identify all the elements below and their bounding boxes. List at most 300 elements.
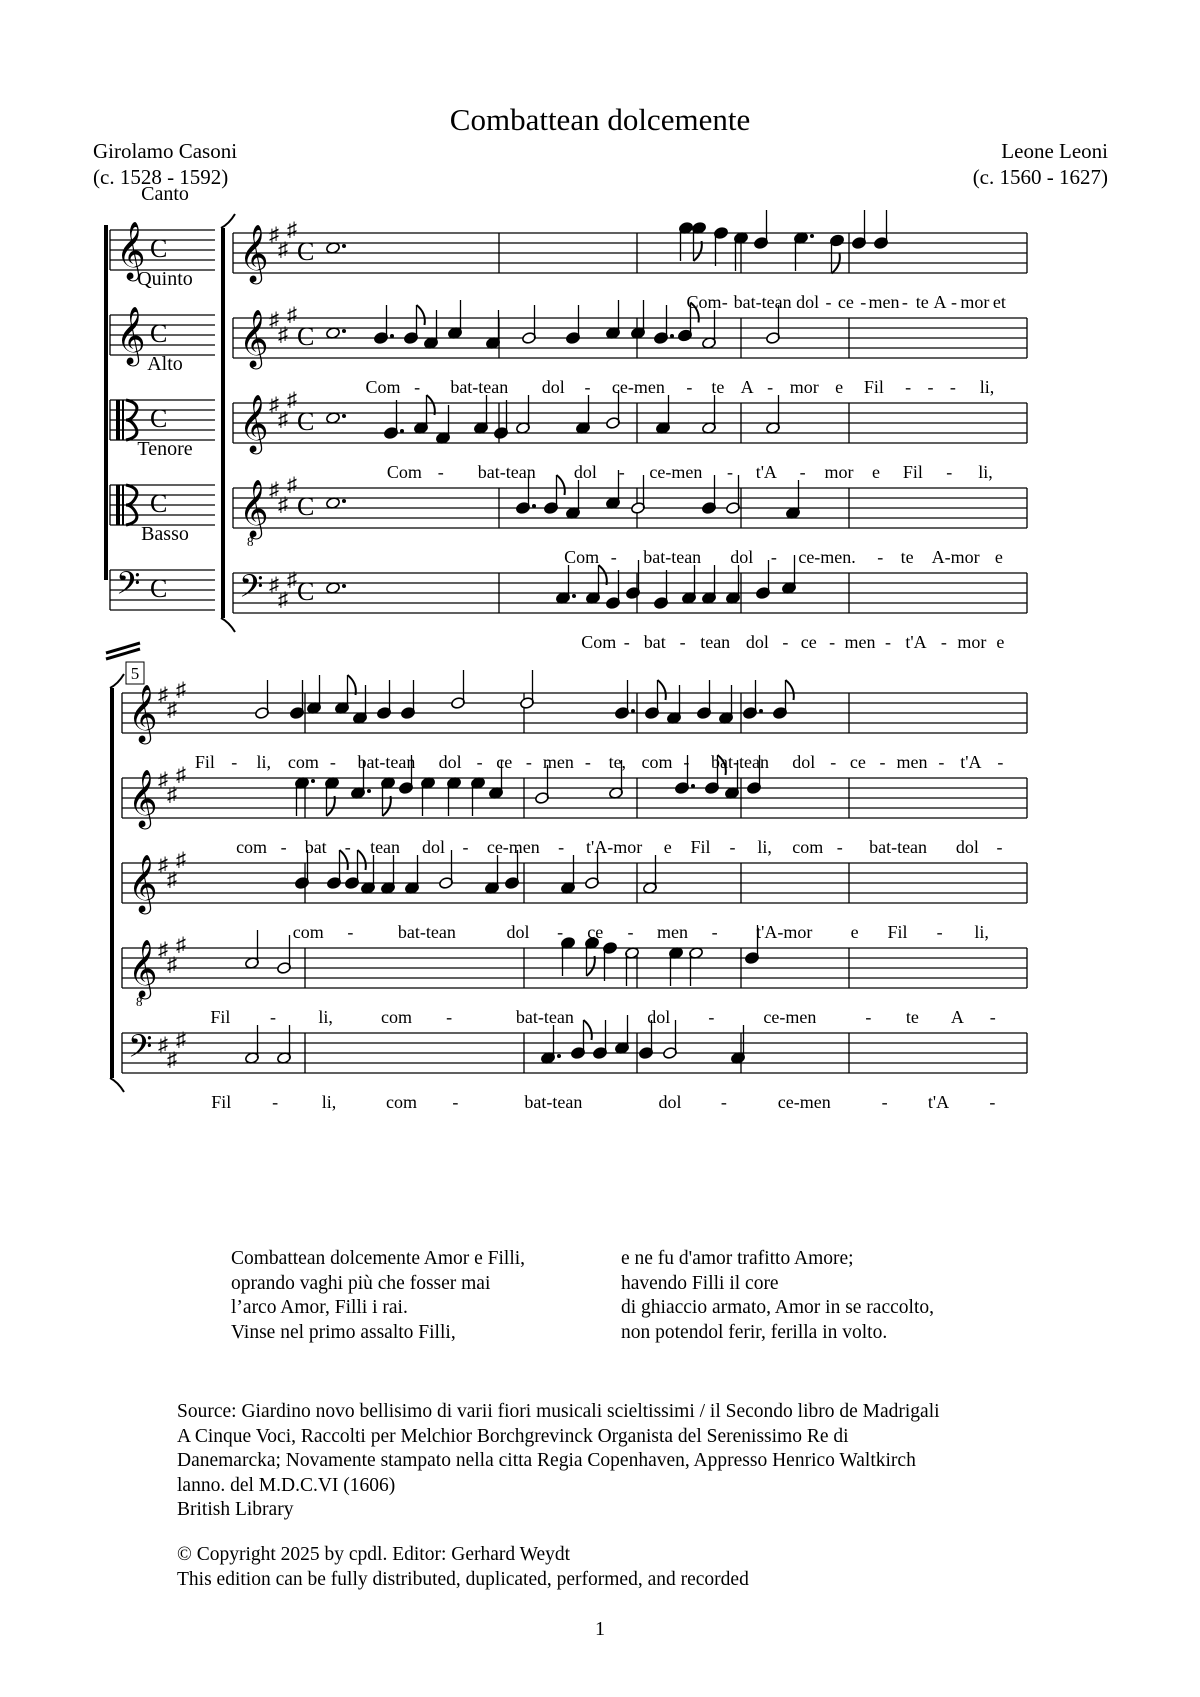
- bracket-hook: [221, 214, 235, 228]
- augmentation-dot: [400, 429, 404, 433]
- note: [766, 395, 781, 434]
- lyric-syllable: t'A-mor: [756, 922, 813, 942]
- source-line: Danemarcka; Novamente stampato nella citta Regia Copenhaven, Appresso Henrico Waltkirch: [177, 1450, 916, 1471]
- lyric-syllable: men: [896, 752, 928, 772]
- lyric-syllable: -: [949, 377, 956, 397]
- lyric-syllable: dol: [438, 752, 462, 772]
- lyric-syllable: -: [683, 752, 690, 772]
- common-time-icon: C: [297, 492, 315, 521]
- sharp-icon: ♯: [278, 324, 288, 346]
- lyric-syllable: -: [618, 462, 625, 482]
- lyric-syllable: -: [437, 462, 444, 482]
- note: [451, 670, 466, 709]
- lyric-syllable: e: [871, 462, 880, 482]
- treble-clef-icon: 𝄞: [239, 225, 269, 281]
- note-flag: [587, 956, 595, 976]
- lyric-syllable: -: [558, 837, 565, 857]
- lyric-syllable: dol: [745, 632, 769, 652]
- lyric-syllable: -: [989, 1092, 996, 1112]
- clef-bar: [122, 485, 124, 525]
- lyric-syllable: com: [381, 1007, 413, 1027]
- lyric-syllable: -: [938, 752, 945, 772]
- score-title: Combattean dolcemente: [449, 102, 751, 137]
- note: [593, 1020, 608, 1059]
- lyric-syllable: com: [287, 752, 319, 772]
- augmentation-dot: [572, 594, 576, 598]
- lyric-syllable: -: [686, 377, 693, 397]
- lyric-syllable: dol: [541, 377, 565, 397]
- lyric-syllable: ce-men.: [798, 547, 856, 567]
- lyric-syllable: com: [792, 837, 824, 857]
- note-flag: [417, 305, 425, 325]
- lyric-syllable: e: [996, 632, 1005, 652]
- treble-clef-icon: 𝄞: [239, 480, 269, 536]
- lyric-syllable: te: [905, 1007, 919, 1027]
- lyric-syllable: dol: [658, 1092, 682, 1112]
- lyric-syllable: A-mor: [931, 547, 980, 567]
- note: [494, 400, 509, 439]
- clef-bar: [116, 485, 120, 525]
- voice-label-tenore: Tenore: [137, 438, 193, 460]
- sharp-icon: ♯: [287, 219, 297, 241]
- lyric-syllable: -: [936, 922, 943, 942]
- bass-clef-icon: 𝄢: [116, 567, 141, 609]
- note: [585, 937, 600, 976]
- note-flag: [786, 680, 794, 700]
- voice-label-basso: Basso: [141, 523, 189, 545]
- augmentation-dot: [810, 234, 814, 238]
- sharp-icon: ♯: [158, 684, 168, 706]
- sharp-icon: ♯: [176, 1029, 186, 1051]
- sharp-icon: ♯: [269, 224, 279, 246]
- lyric-syllable: t'A: [960, 752, 982, 772]
- note: [486, 310, 501, 349]
- note: [414, 395, 435, 434]
- sharp-icon: ♯: [167, 954, 177, 976]
- note: [424, 310, 439, 349]
- lyric-syllable: e: [663, 837, 672, 857]
- poem-right-column: [621, 1247, 934, 1345]
- note: [586, 565, 607, 604]
- note: [689, 947, 704, 986]
- lyric-syllable: -: [347, 922, 354, 942]
- lyric-syllable: te: [711, 377, 725, 397]
- sharp-icon: ♯: [176, 679, 186, 701]
- note: [631, 300, 646, 339]
- lyric-syllable: dol: [792, 752, 816, 772]
- note-flag: [348, 675, 356, 695]
- note: [436, 405, 451, 444]
- lyric-syllable: bat-tean: [397, 922, 456, 942]
- note: [654, 305, 669, 344]
- augmentation-dot: [342, 499, 346, 503]
- lyric-syllable: Fil: [690, 837, 711, 857]
- note: [756, 560, 771, 599]
- treble-clef-icon: 𝄞: [128, 770, 158, 826]
- lyric-syllable: e: [850, 922, 859, 942]
- augmentation-dot: [691, 784, 695, 788]
- augmentation-dot: [367, 789, 371, 793]
- note: [485, 855, 500, 894]
- lyric-syllable: bat-tean: [450, 377, 509, 397]
- source-line: Source: Giardino novo bellisimo di varii fiori musicali scieltissimi / il Secondo libro de Madrigali: [177, 1401, 940, 1422]
- note: [448, 300, 463, 339]
- lyric-syllable: -: [836, 837, 843, 857]
- lyric-syllable: ce-men: [611, 377, 665, 397]
- lyric-syllable: te: [915, 292, 929, 312]
- note: [245, 1025, 260, 1064]
- lyric-syllable: A: [740, 377, 754, 397]
- poem-line: Vinse nel primo assalto Filli,: [231, 1321, 456, 1343]
- clef-bar: [122, 400, 124, 440]
- copyright-note: [177, 1543, 749, 1592]
- lyric-syllable: -: [997, 752, 1004, 772]
- lyric-syllable: mor: [960, 292, 990, 312]
- lyric-syllable: -: [272, 1092, 279, 1112]
- lyric-syllable: li,: [256, 752, 272, 772]
- lyric-syllable: ce-men: [649, 462, 703, 482]
- lyric-syllable: mor: [824, 462, 854, 482]
- sharp-icon: ♯: [167, 1049, 177, 1071]
- note: [603, 942, 618, 981]
- lyric-syllable: li,: [321, 1092, 337, 1112]
- lyric-syllable: Fil: [863, 377, 884, 397]
- note: [374, 305, 389, 344]
- augmentation-dot: [759, 709, 763, 713]
- lyric-syllable: li,: [318, 1007, 333, 1027]
- poem-line: non potendol ferir, ferilla in volto.: [621, 1321, 888, 1343]
- lyric-syllable: -: [720, 1092, 727, 1112]
- lyric-syllable: Com: [365, 377, 401, 397]
- note: [335, 675, 356, 714]
- voice-label-canto: Canto: [141, 183, 189, 205]
- note: [697, 680, 712, 719]
- lyric-syllable: tean: [700, 632, 731, 652]
- lyric-syllable: -: [476, 752, 483, 772]
- note: [669, 947, 684, 986]
- note: [566, 305, 581, 344]
- staff-canto: [233, 233, 1027, 273]
- lyric-syllable: bat-tean: [711, 752, 769, 772]
- lyric-syllable: t'A: [905, 632, 927, 652]
- note: [702, 395, 717, 434]
- lyric-syllable: bat-tean: [733, 292, 792, 312]
- poem-line: di ghiaccio armato, Amor in se raccolto,: [621, 1297, 934, 1318]
- lyric-syllable: -: [865, 1007, 872, 1027]
- composer-name: Leone Leoni: [1001, 139, 1108, 163]
- augmentation-dot: [390, 334, 394, 338]
- poem-line: oprando vaghi più che fosser mai: [231, 1272, 491, 1294]
- sharp-icon: ♯: [269, 479, 279, 501]
- note: [786, 480, 801, 519]
- bass-clef-icon: 𝄢: [128, 1030, 153, 1072]
- note: [561, 855, 576, 894]
- augmentation-dot: [342, 329, 346, 333]
- sharp-icon: ♯: [176, 764, 186, 786]
- note: [782, 555, 797, 594]
- common-time-icon: C: [150, 319, 168, 348]
- lyric-syllable: -: [829, 632, 836, 652]
- note: [852, 210, 867, 249]
- note: [576, 395, 591, 434]
- lyric-syllable: dol: [506, 922, 530, 942]
- lyric-syllable: bat-tean: [357, 752, 416, 772]
- note: [692, 222, 707, 261]
- lyric-syllable: -: [584, 377, 591, 397]
- treble-clef-icon: 𝄞: [116, 222, 146, 278]
- lyric-syllable: dol: [955, 837, 979, 857]
- staff-tenore: [233, 488, 1027, 528]
- lyric-syllable: men: [657, 922, 689, 942]
- source-note: [177, 1400, 1077, 1523]
- note: [381, 777, 396, 816]
- note-flag: [358, 850, 366, 870]
- sharp-icon: ♯: [287, 389, 297, 411]
- lyric-syllable: Com: [386, 462, 422, 482]
- lyric-syllable: -: [627, 922, 634, 942]
- system-bracket: [221, 228, 225, 618]
- lyric-syllable: -: [280, 837, 287, 857]
- lyric-syllable: com: [292, 922, 324, 942]
- note: [743, 680, 758, 719]
- lyric-syllable: Fil: [211, 1092, 232, 1112]
- note: [541, 1025, 556, 1064]
- note: [522, 305, 537, 344]
- lyric-syllable: Fil: [194, 752, 215, 772]
- note: [353, 685, 368, 724]
- lyric-syllable: ce: [837, 292, 854, 312]
- sharp-icon: ♯: [269, 574, 279, 596]
- common-time-icon: C: [297, 407, 315, 436]
- note: [794, 232, 809, 271]
- sharp-icon: ♯: [176, 934, 186, 956]
- lyric-syllable: com: [386, 1092, 418, 1112]
- augmentation-dot: [311, 779, 315, 783]
- lyric-syllable: ce: [800, 632, 817, 652]
- sharp-icon: ♯: [167, 784, 177, 806]
- lyric-syllable: dol: [796, 292, 820, 312]
- common-time-icon: C: [297, 577, 315, 606]
- lyric-syllable: dol: [647, 1007, 671, 1027]
- lyric-syllable: e: [835, 377, 844, 397]
- sharp-icon: ♯: [158, 939, 168, 961]
- lyric-syllable: -: [721, 292, 728, 312]
- lyric-syllable: -: [708, 1007, 715, 1027]
- lyric-syllable: A: [950, 1007, 964, 1027]
- note: [654, 570, 669, 609]
- lyric-syllable: -: [414, 377, 421, 397]
- sharp-icon: ♯: [278, 409, 288, 431]
- lyric-syllable: Com: [564, 547, 600, 567]
- lyric-syllable: dol: [573, 462, 597, 482]
- lyric-syllable: men: [844, 632, 876, 652]
- lyric-syllable: -: [770, 547, 777, 567]
- lyric-syllable: men: [868, 292, 900, 312]
- sharp-icon: ♯: [167, 699, 177, 721]
- lyric-syllable: mor: [789, 377, 819, 397]
- lyric-syllable: -: [881, 1092, 888, 1112]
- lyric-syllable: -: [557, 922, 564, 942]
- note-flag: [383, 796, 391, 816]
- sharp-icon: ♯: [176, 849, 186, 871]
- lyric-syllable: bat-tean: [477, 462, 536, 482]
- sharp-icon: ♯: [278, 589, 288, 611]
- note: [643, 855, 658, 894]
- sharp-icon: ♯: [278, 239, 288, 261]
- note: [556, 565, 571, 604]
- treble-clef-icon: 𝄞: [116, 307, 146, 363]
- lyric-syllable: -: [860, 292, 867, 312]
- staff-alto: [233, 403, 1027, 443]
- common-time-icon: C: [150, 234, 168, 263]
- lyric-syllable: -: [446, 1007, 453, 1027]
- note: [682, 565, 697, 604]
- sharp-icon: ♯: [158, 1034, 168, 1056]
- lyric-syllable: -: [946, 462, 953, 482]
- lyric-syllable: bat-tean: [524, 1092, 583, 1112]
- lyric-syllable: dol: [730, 547, 754, 567]
- composer-dates: (c. 1560 - 1627): [972, 165, 1108, 189]
- lyric-syllable: -: [996, 837, 1003, 857]
- note: [245, 930, 260, 969]
- lyric-syllable: ce-men: [777, 1092, 831, 1112]
- lyric-syllable: -: [799, 462, 806, 482]
- lyric-syllable: -: [885, 632, 892, 652]
- lyric-syllable: mor: [957, 632, 987, 652]
- lyric-syllable: -: [344, 837, 351, 857]
- note: [615, 1015, 630, 1054]
- note: [520, 670, 535, 709]
- lyric-syllable: t'A: [755, 462, 777, 482]
- lyric-syllable: -: [452, 1092, 459, 1112]
- system-bracket: [110, 688, 114, 1078]
- note: [702, 565, 717, 604]
- clef-bar: [116, 400, 120, 440]
- note-flag: [599, 565, 607, 585]
- note: [731, 1025, 746, 1064]
- lyric-syllable: bat-tean: [869, 837, 928, 857]
- lyric-syllable: tean: [370, 837, 401, 857]
- augmentation-dot: [342, 584, 346, 588]
- lyric-syllable: t'A: [927, 1092, 950, 1112]
- note: [401, 680, 416, 719]
- note: [325, 777, 340, 816]
- lyric-syllable: -: [729, 837, 736, 857]
- note: [830, 234, 845, 273]
- lyric-syllable: Fil: [887, 922, 908, 942]
- voice-label-alto: Alto: [147, 353, 183, 375]
- sharp-icon: ♯: [158, 854, 168, 876]
- lyric-syllable: -: [940, 632, 947, 652]
- common-time-icon: C: [150, 404, 168, 433]
- sharp-icon: ♯: [158, 769, 168, 791]
- measure-number: 5: [130, 664, 140, 683]
- sharp-icon: ♯: [287, 474, 297, 496]
- note: [307, 675, 322, 714]
- source-line: A Cinque Voci, Raccolti per Melchior Borchgrevinck Organista del Serenissimo Re di: [177, 1425, 849, 1447]
- note: [381, 855, 396, 894]
- poet-name: Girolamo Casoni: [93, 139, 238, 163]
- treble-clef-icon: 𝄞: [239, 310, 269, 366]
- lyric-syllable: -: [462, 837, 469, 857]
- note: [656, 395, 671, 434]
- note-flag: [694, 241, 702, 261]
- sharp-icon: ♯: [287, 569, 297, 591]
- note-flag: [658, 680, 666, 700]
- note: [626, 560, 641, 599]
- poem-line: l’arco Amor, Filli i rai.: [231, 1297, 408, 1318]
- lyric-syllable: -: [584, 752, 591, 772]
- lyric-syllable: ce: [496, 752, 513, 772]
- note: [361, 855, 376, 894]
- lyric-syllable: bat: [304, 837, 327, 857]
- sharp-icon: ♯: [287, 304, 297, 326]
- lyric-syllable: te,: [608, 752, 627, 772]
- note: [405, 855, 420, 894]
- common-time-icon: C: [297, 237, 315, 266]
- lyric-syllable: ce: [849, 752, 866, 772]
- lyric-syllable: men: [542, 752, 574, 772]
- augmentation-dot: [670, 334, 674, 338]
- treble-clef-icon: 𝄞: [128, 685, 158, 741]
- note: [679, 222, 694, 261]
- note: [277, 1025, 292, 1064]
- note: [421, 777, 436, 816]
- lyric-syllable: -: [951, 292, 958, 312]
- lyric-syllable: ce-men: [763, 1007, 817, 1027]
- note-flag: [584, 1020, 592, 1040]
- note: [471, 777, 486, 816]
- lyric-syllable: -: [825, 292, 832, 312]
- note: [874, 210, 889, 249]
- note-flag: [427, 395, 435, 415]
- note: [714, 227, 729, 266]
- bass-clef-icon: 𝄢: [239, 570, 264, 612]
- note-flag: [557, 475, 565, 495]
- note: [667, 685, 682, 724]
- lyric-syllable: -: [610, 547, 617, 567]
- augmentation-dot: [557, 1054, 561, 1058]
- note: [606, 570, 621, 609]
- sharp-icon: ♯: [167, 869, 177, 891]
- note: [726, 565, 741, 604]
- incipit-bracket: [104, 225, 108, 580]
- common-time-icon: C: [150, 574, 168, 603]
- lyric-syllable: Fil: [210, 1007, 231, 1027]
- note: [615, 680, 630, 719]
- sharp-icon: ♯: [278, 494, 288, 516]
- lyric-syllable: Com: [686, 292, 722, 312]
- voice-label-quinto: Quinto: [137, 268, 193, 290]
- lyric-syllable: -: [270, 1007, 277, 1027]
- augmentation-dot: [532, 504, 536, 508]
- poem-line: e ne fu d'amor trafitto Amore;: [621, 1248, 854, 1269]
- lyric-syllable: bat: [643, 632, 666, 652]
- note: [384, 400, 399, 439]
- note: [719, 685, 734, 724]
- lyric-syllable: -: [782, 632, 789, 652]
- lyric-syllable: -: [711, 922, 718, 942]
- note: [606, 300, 621, 339]
- note: [255, 680, 270, 719]
- common-time-icon: C: [150, 489, 168, 518]
- lyric-syllable: com: [236, 837, 268, 857]
- lyric-syllable: -: [623, 632, 630, 652]
- poem-left-column: [231, 1247, 525, 1345]
- lyric-syllable: -: [329, 752, 336, 772]
- augmentation-dot: [631, 709, 635, 713]
- source-line: British Library: [177, 1499, 294, 1520]
